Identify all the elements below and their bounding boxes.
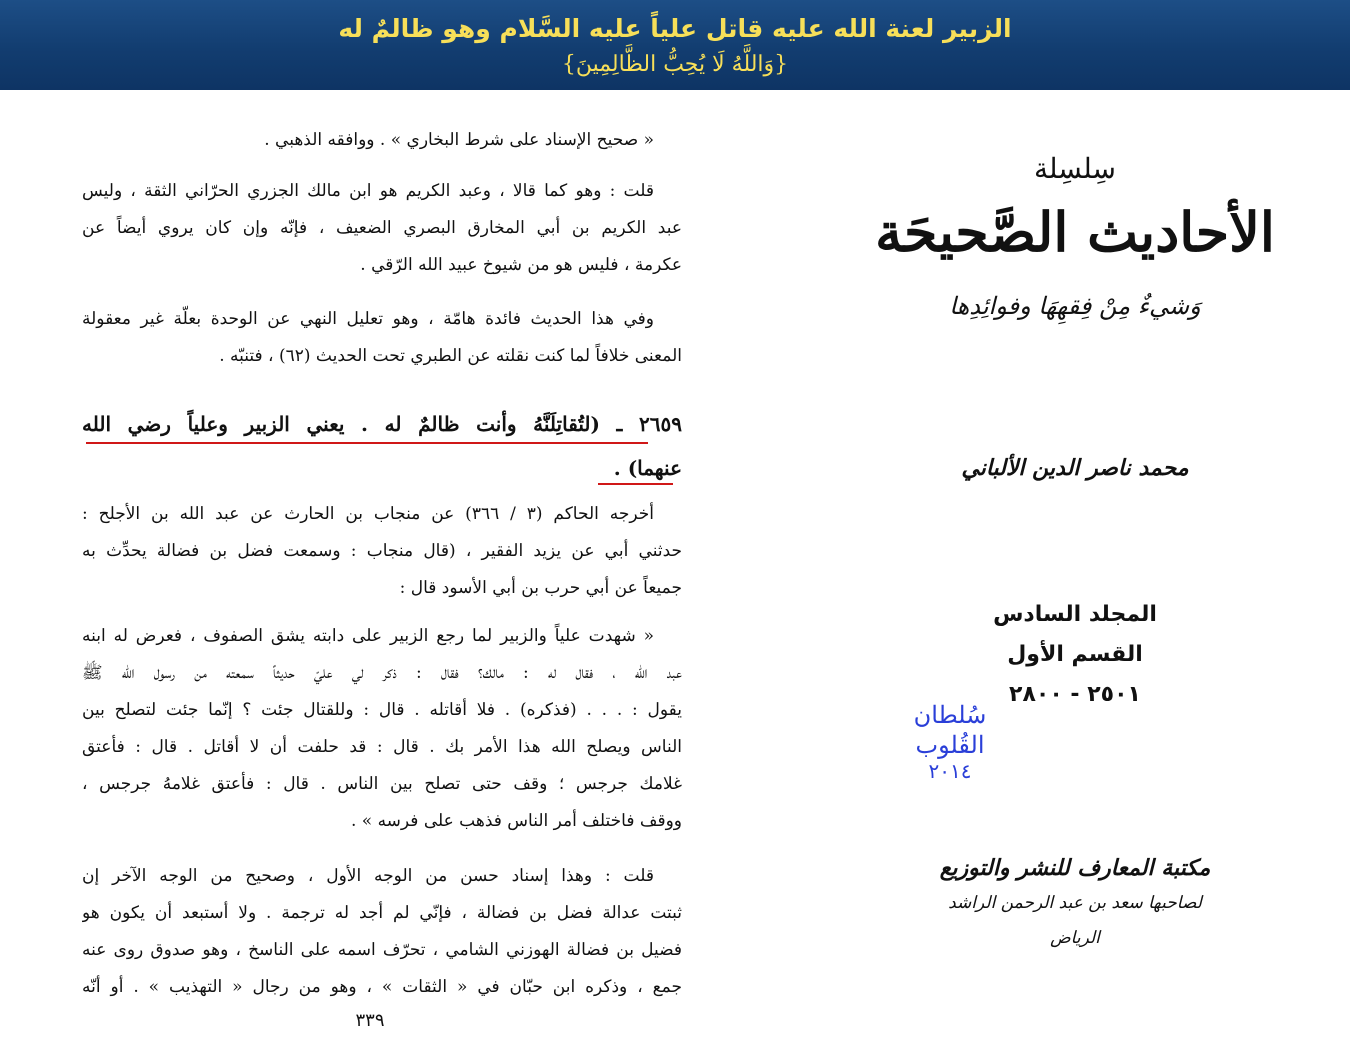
publisher-name: مكتبة المعارف للنشر والتوزيع (939, 855, 1211, 881)
red-underline (86, 442, 648, 444)
heading-line: ٢٦٥٩ ـ (لتُقاتِلَنَّهُ وأنت ظالمٌ له . يعني الزبير وعلياً رضي الله (82, 412, 682, 436)
text-line: حدثني أبي عن يزيد الفقير ، (قال منجاب : وسمعت فضل بن فضالة يحدِّث به (82, 541, 682, 561)
author-name: محمد ناصر الدين الألباني (961, 455, 1189, 481)
paragraph-5 (82, 618, 682, 840)
text-line: يقول : . . . (فذكره) . فلا أقاتله . قال : وللقتال جئت ؟ إنّما جئت لتصلح بين (82, 700, 682, 720)
text-line: جمع ، وذكره ابن حبّان في « الثقات » ، وهو من رجال « التهذيب » . أو أنّه (82, 977, 682, 997)
text-line: « شهدت علياً والزبير لما رجع الزبير على دابته يشق الصفوف ، فعرض له ابنه (82, 626, 654, 646)
banner-verse: {وَاللَّهُ لَا يُحِبُّ الظَّالِمِينَ} (561, 52, 789, 77)
text-line: غلامك جرجس ؛ وقف حتى تصلح بين الناس . قال : فأعتق غلامهُ جرجس ، (82, 774, 682, 794)
text-line: جميعاً عن أبي حرب بن أبي الأسود قال : (399, 578, 682, 598)
heading-line: عنهما) . (613, 456, 682, 480)
volume-label: المجلد السادس (993, 602, 1157, 627)
text-line: ووقف فاختلف أمر الناس فذهب على فرسه » . (350, 811, 682, 831)
text-line: الناس ويصلح الله هذا الأمر بك . قال : قد حلفت أن لا أقاتل . قال : فأعتق (82, 737, 682, 757)
text-line: فضيل بن فضالة الهوزني الشامي ، تحرّف اسمه على الناسخ ، وهو صدوق روى عنه (82, 940, 682, 960)
book-cover (830, 100, 1320, 960)
text-line: أخرجه الحاكم (٣ / ٣٦٦) عن منجاب بن الحارث عن عبد الله بن الأجلح : (82, 504, 654, 524)
text-line: عبد الكريم بن أبي المخارق البصري الضعيف ، فإنّه وإن كان يروي أيضاً عن (82, 218, 682, 238)
text-line: عبد الله ، فقال له : مالك؟ فقال : ذكر لي عليّ حديثاً سمعته من رسول الله ﷺ (82, 663, 682, 683)
text-line: عكرمة ، فليس هو من شيوخ عبيد الله الرّقي . (360, 255, 682, 275)
series-label: سِلسِلة (1034, 152, 1116, 185)
ownership-stamp (880, 700, 1020, 782)
book-subtitle: وَشيءٌ مِنْ فِقهِهَا وفوائِدِها (949, 292, 1201, 320)
book-page-text (82, 120, 682, 1040)
paragraph-3 (82, 301, 682, 375)
text-line: ثبتت عدالة فضل بن فضالة ، فإنّي لم أجد له ترجمة . ولا أستبعد أن يكون هو (82, 903, 682, 923)
part-label: القسم الأول (1007, 642, 1143, 667)
text-line: وفي هذا الحديث فائدة هامّة ، وهو تعليل النهي عن الوحدة بعلّة غير معقولة (82, 309, 654, 329)
hadith-heading (82, 402, 682, 490)
paragraph-4 (82, 496, 682, 607)
stamp-name: سُلطان القُلوب (913, 701, 987, 759)
publisher-city: الرياض (1050, 928, 1100, 948)
text-line: قلت : وهذا إسناد حسن من الوجه الأول ، وصحيح من الوجه الآخر إن (82, 866, 654, 886)
text-line: المعنى خلافاً لما كنت نقلته عن الطبري تحت الحديث (٦٢) ، فتنبّه . (219, 346, 682, 366)
text-line: قلت : وهو كما قالا ، وعبد الكريم هو ابن مالك الجزري الحرّاني الثقة ، وليس (82, 181, 654, 201)
book-title: الأحاديث الصَّحيحَة (875, 200, 1275, 264)
stamp-year: ٢٠١٤ (928, 759, 972, 783)
red-underline (598, 483, 673, 485)
paragraph-6 (82, 858, 682, 1006)
page-number: ٣٣٩ (355, 1010, 385, 1031)
text-line: « صحيح الإسناد على شرط البخاري » . ووافقه الذهبي . (264, 130, 654, 150)
header-banner (0, 0, 1350, 90)
publisher-owner: لصاحبها سعد بن عبد الرحمن الراشد (948, 893, 1202, 913)
banner-title: الزبير لعنة الله عليه قاتل علياً عليه السَّلام وهو ظالمٌ له (338, 14, 1012, 43)
paragraph-1 (82, 122, 682, 159)
hadith-range: ٢٥٠١ - ٢٨٠٠ (1009, 682, 1141, 707)
paragraph-2 (82, 173, 682, 284)
